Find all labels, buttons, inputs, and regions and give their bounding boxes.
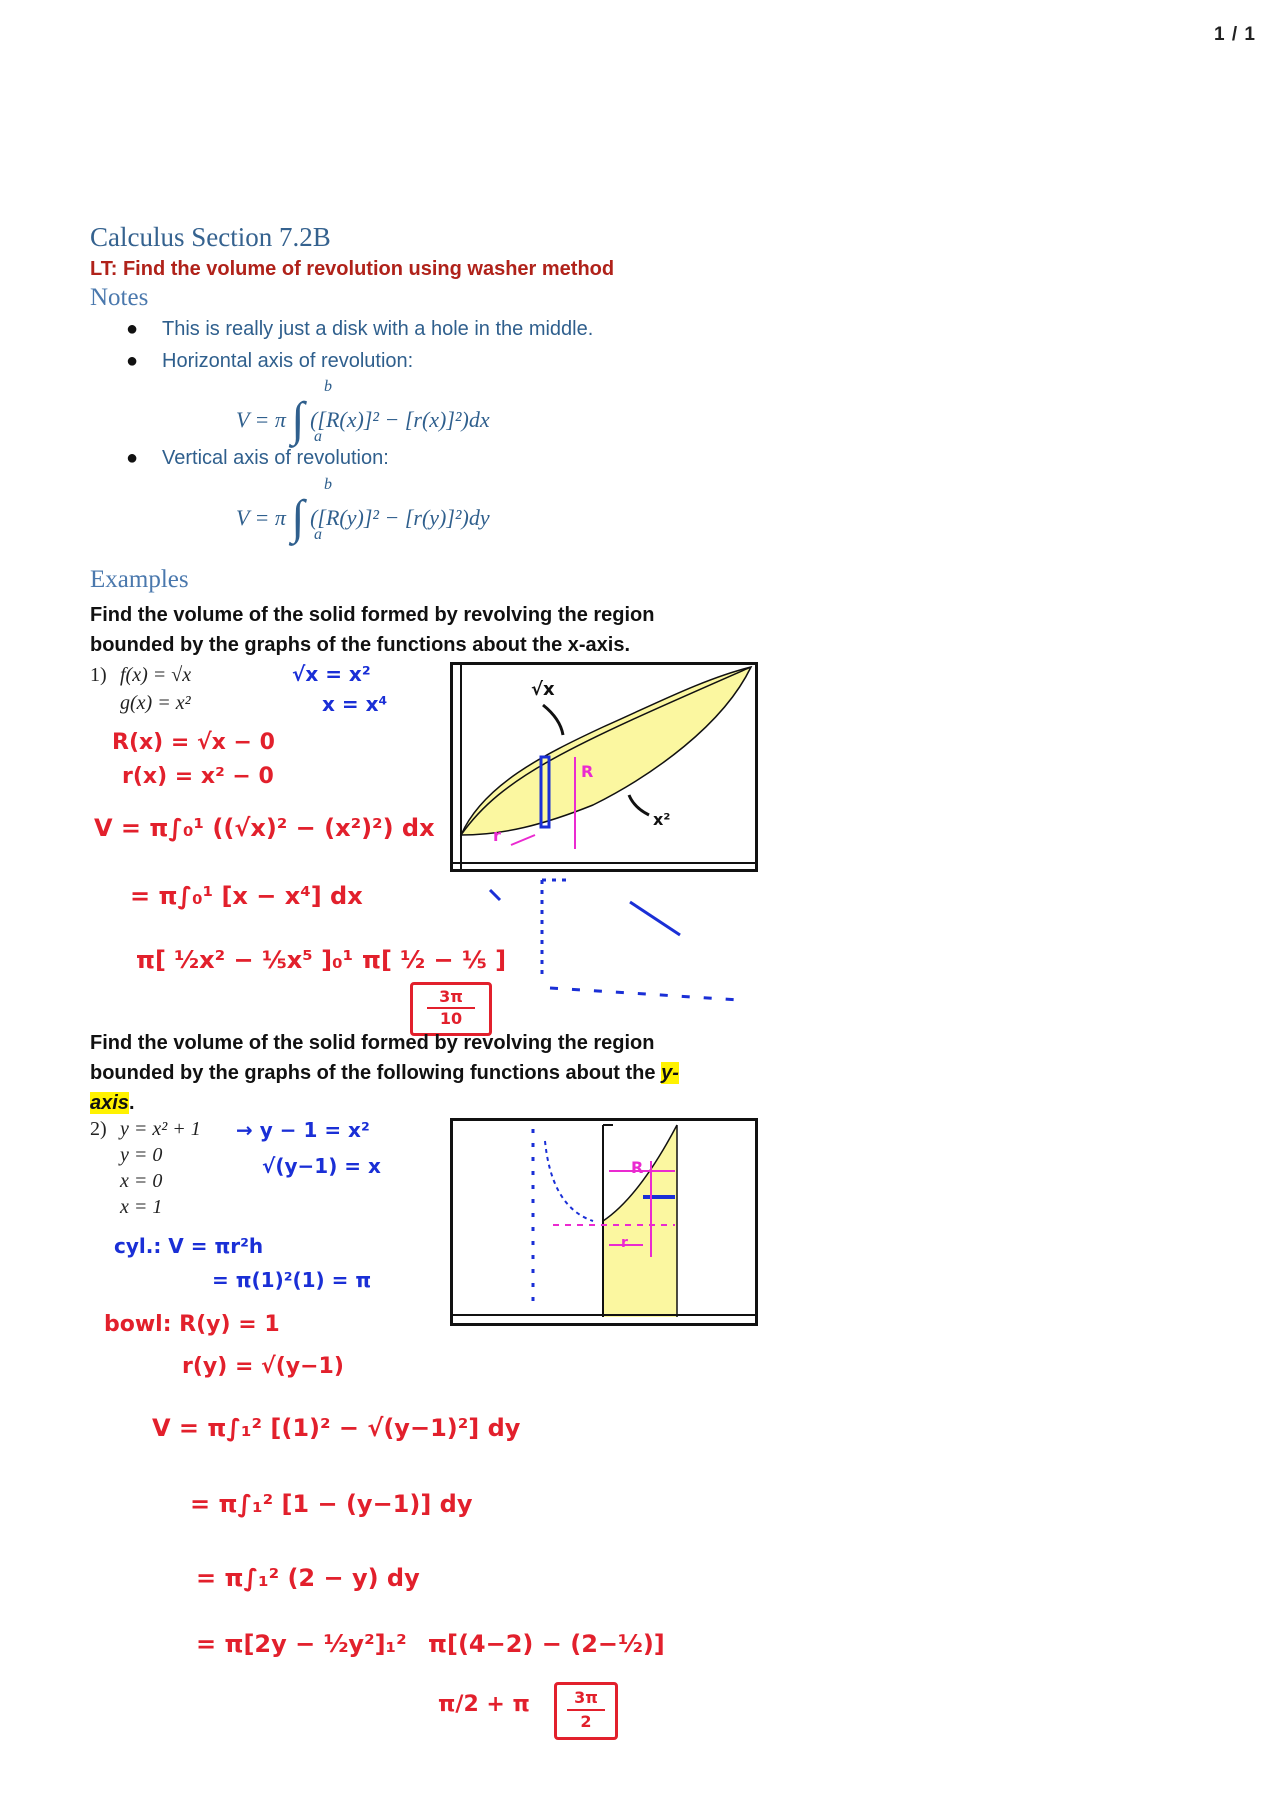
hw-step2-5: π[(4−2) − (2−½)] [428, 1630, 665, 1658]
hw-intersection-1: √x = x² [292, 662, 371, 686]
hw-step-4: π[ ½ − ⅕ ] [362, 946, 507, 974]
answer-denominator: 10 [439, 1009, 463, 1028]
hw-volume-setup: V = π∫₀¹ ((√x)² − (x²)²) dx [94, 814, 435, 842]
formula-body: ([R(x)]² − [r(x)]²)dx [310, 407, 490, 432]
answer-box-2 [554, 1682, 618, 1740]
problem2-eq: y = x² + 1 [120, 1118, 201, 1140]
problem1-line: bounded by the graphs of the functions about the x-axis. [90, 634, 631, 656]
graph-1 [450, 662, 758, 872]
hw-volume2-setup: V = π∫₁² [(1)² − √(y−1)²] dy [152, 1414, 521, 1442]
label-r: r [493, 826, 501, 845]
problem2-line: bounded by the graphs of the following functions about the [90, 1062, 656, 1084]
notes-heading: Notes [90, 284, 149, 311]
problem2-axis-cont: axis [90, 1092, 129, 1114]
formula-body: ([R(y)]² − [r(y)]²)dy [310, 505, 490, 530]
note-text: Vertical axis of revolution: [162, 447, 389, 469]
label-r: r [621, 1235, 628, 1251]
note-item: ● Horizontal axis of revolution: [126, 350, 414, 372]
sketch-line [550, 988, 740, 1000]
note-text: This is really just a disk with a hole in the middle. [162, 318, 594, 340]
page-title: Calculus Section 7.2B [90, 222, 331, 252]
hw-step2-6: π/2 + π [438, 1692, 530, 1717]
formula-horizontal [236, 384, 490, 446]
hw-bowl-1: bowl: R(y) = 1 [104, 1312, 280, 1337]
problem1-statement [90, 600, 655, 660]
hw-cyl-1: cyl.: V = πr²h [114, 1234, 264, 1258]
answer-numerator: 3π [427, 987, 475, 1009]
note-item: ● This is really just a disk with a hole in the middle. [126, 318, 594, 340]
problem2-eq: x = 1 [120, 1196, 163, 1218]
problem1-label: 1) [90, 664, 107, 686]
graph-2 [450, 1118, 758, 1326]
note-item: ● Vertical axis of revolution: [126, 447, 389, 469]
hw-bowl-2: r(y) = √(y−1) [182, 1354, 344, 1379]
integral-sign: ∫ [291, 491, 305, 544]
problem2-eq: y = 0 [120, 1144, 163, 1166]
sqrt-pointer [543, 705, 563, 735]
hw-intersection-2: x = x⁴ [322, 692, 388, 716]
label-R: R [631, 1158, 644, 1177]
upper-limit: b [324, 378, 332, 395]
hw-step2-4: = π[2y − ½y²]₁² [196, 1630, 407, 1658]
problem1-g: g(x) = x² [120, 692, 191, 714]
hw-R-def: R(x) = √x − 0 [112, 730, 275, 755]
formula-prefix: V = π [236, 505, 286, 530]
note-text: Horizontal axis of revolution: [162, 350, 414, 372]
hw-step2-3: = π∫₁² (2 − y) dy [196, 1564, 420, 1592]
solid-sketch-1 [480, 860, 760, 1010]
label-sqrt: √x [531, 679, 555, 700]
problem2-line: Find the volume of the solid formed by revolving the region [90, 1032, 655, 1054]
learning-target: LT: Find the volume of revolution using washer method [90, 258, 615, 280]
hw-solve-1: → y − 1 = x² [236, 1118, 370, 1142]
lower-limit: a [314, 428, 322, 445]
sketch-line [490, 890, 500, 900]
cylinder-fill [603, 1221, 677, 1317]
integral-sign: ∫ [291, 393, 305, 446]
page-number: 1 / 1 [1214, 24, 1256, 45]
problem2-statement [90, 1028, 679, 1118]
lower-limit: a [314, 526, 322, 543]
upper-limit: b [324, 476, 332, 493]
sketch-line [630, 902, 680, 935]
problem2-eq: x = 0 [120, 1170, 163, 1192]
hw-step-2: = π∫₀¹ [x − x⁴] dx [130, 882, 363, 910]
x2-pointer [629, 795, 649, 815]
formula-vertical [236, 482, 490, 544]
problem1-f: f(x) = √x [120, 664, 192, 686]
region-fill [461, 667, 751, 835]
r-arrow [511, 835, 535, 845]
label-R: R [581, 762, 594, 781]
problem2-period: . [128, 1092, 135, 1114]
examples-heading: Examples [90, 566, 189, 593]
answer-denominator: 2 [580, 1712, 592, 1731]
problem1-line: Find the volume of the solid formed by revolving the region [90, 604, 655, 626]
hw-cyl-2: = π(1)²(1) = π [212, 1268, 372, 1292]
answer-numerator: 3π [567, 1687, 605, 1711]
hw-r-def: r(x) = x² − 0 [122, 764, 274, 789]
formula-prefix: V = π [236, 407, 286, 432]
hw-step2-2: = π∫₁² [1 − (y−1)] dy [190, 1490, 473, 1518]
label-x2: x² [653, 810, 671, 829]
mirror-parabola [545, 1141, 593, 1221]
problem2-label: 2) [90, 1118, 107, 1140]
graph-2-svg [453, 1121, 755, 1323]
hw-solve-2: √(y−1) = x [262, 1154, 381, 1178]
hw-step-3: π[ ½x² − ⅕x⁵ ]₀¹ [136, 946, 354, 974]
problem2-axis: y- [661, 1062, 679, 1084]
graph-1-svg [453, 665, 755, 869]
